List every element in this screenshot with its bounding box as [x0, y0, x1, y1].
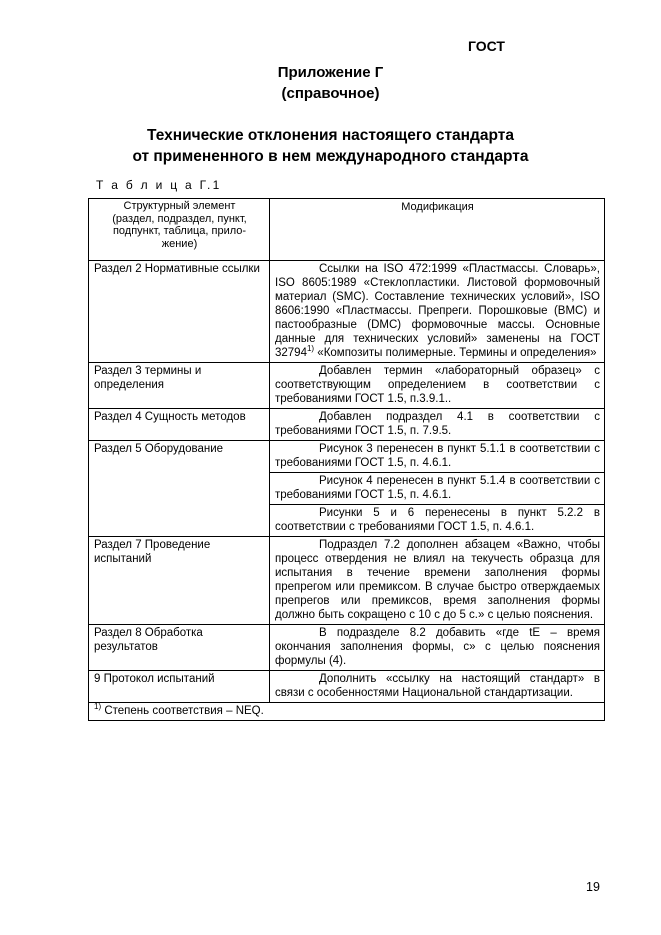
- row-modification: Добавлен термин «лабораторный образец» с соответствующим определением в соответствии с требованиями ГОСТ 1.5, п.3.9.1..: [270, 363, 605, 409]
- standard-header: ГОСТ: [468, 38, 505, 54]
- table-header-row: [89, 199, 605, 261]
- table-row: [89, 537, 605, 625]
- document-title: [0, 125, 661, 167]
- table-footnote: [89, 703, 605, 721]
- row-element: 9 Протокол испытаний: [89, 671, 270, 703]
- table-row: [89, 441, 605, 473]
- page-number: 19: [586, 880, 600, 894]
- footnote-marker: 1): [306, 344, 315, 354]
- table-row: [89, 409, 605, 441]
- header-left-line-4: жение): [161, 237, 198, 250]
- table-row: [89, 261, 605, 363]
- header-left-line-3: подпункт, таблица, прило-: [112, 225, 247, 237]
- row-modification: Добавлен подраздел 4.1 в соответствии с требованиями ГОСТ 1.5, п. 7.9.5.: [270, 409, 605, 441]
- row-modification: Дополнить «ссылку на настоящий стандарт» в связи с особенностями Национальной стандартизации.: [270, 671, 605, 703]
- document-title-line-2: от примененного в нем международного стандарта: [132, 148, 529, 165]
- row-modification: Рисунок 3 перенесен в пункт 5.1.1 в соответствии с требованиями ГОСТ 1.5, п. 4.6.1.: [270, 441, 605, 473]
- document-title-line-1: Технические отклонения настоящего стандарта: [147, 127, 514, 144]
- header-left-line-2: (раздел, подраздел, пункт,: [112, 212, 247, 225]
- footnote-marker: 1): [94, 702, 102, 712]
- table-row: [89, 363, 605, 409]
- row-modification: Рисунок 4 перенесен в пункт 5.1.4 в соответствии с требованиями ГОСТ 1.5, п. 4.6.1.: [270, 473, 605, 505]
- row-element: Раздел 5 Оборудование: [89, 441, 270, 537]
- row-element: Раздел 4 Сущность методов: [89, 409, 270, 441]
- header-structural-element: [89, 199, 270, 261]
- row-modification-text: Ссылки на ISO 472:1999 «Пластмассы. Словарь», ISO 8605:1989 «Стеклопластики. Листовой формовочный материал (SMC). Составление технических условий», ISO 8606:1990 «Пластмассы. Препреги. Порошковые (BMC) и пастообразные (DMC) формовочные массы. Основные данные для технических условий» заменены на ГОСТ 32794: [275, 263, 600, 359]
- row-element: Раздел 2 Нормативные ссылки: [89, 261, 270, 363]
- row-modification: Рисунки 5 и 6 перенесены в пункт 5.2.2 в соответствии с требованиями ГОСТ 1.5, п. 4.6.1.: [270, 505, 605, 537]
- header-modification: Модификация: [270, 199, 605, 261]
- row-modification: [270, 261, 605, 363]
- table-row: [89, 671, 605, 703]
- table-caption: Т а б л и ц а Г.1: [96, 178, 222, 192]
- table-row: [89, 625, 605, 671]
- row-element: Раздел 7 Проведение испытаний: [89, 537, 270, 625]
- row-modification: В подразделе 8.2 добавить «где tE – время окончания заполнения формы, с» с целью пояснения формулы (4).: [270, 625, 605, 671]
- row-modification: Подраздел 7.2 дополнен абзацем «Важно, чтобы процесс отвердения не влиял на текучесть образца для испытания в течение времени заполнения формы препрегом или премиксом. В случае быстро отверждаемых препрегов или премиксов, время заполнения формы должно быть сокращено с 10 с до 5 с.» с целью пояснения.: [270, 537, 605, 625]
- header-left-line-1: Структурный элемент: [123, 200, 236, 212]
- row-element: Раздел 3 термины и определения: [89, 363, 270, 409]
- table-footnote-row: [89, 703, 605, 721]
- footnote-text: Степень соответствия – NEQ.: [101, 705, 264, 717]
- row-element: Раздел 8 Обработка результатов: [89, 625, 270, 671]
- appendix-subtitle: (справочное): [281, 85, 380, 102]
- deviations-table: [88, 198, 605, 721]
- appendix-title: Приложение Г: [277, 64, 384, 81]
- row-modification-text-continued: «Композиты полимерные. Термины и определения»: [314, 347, 597, 359]
